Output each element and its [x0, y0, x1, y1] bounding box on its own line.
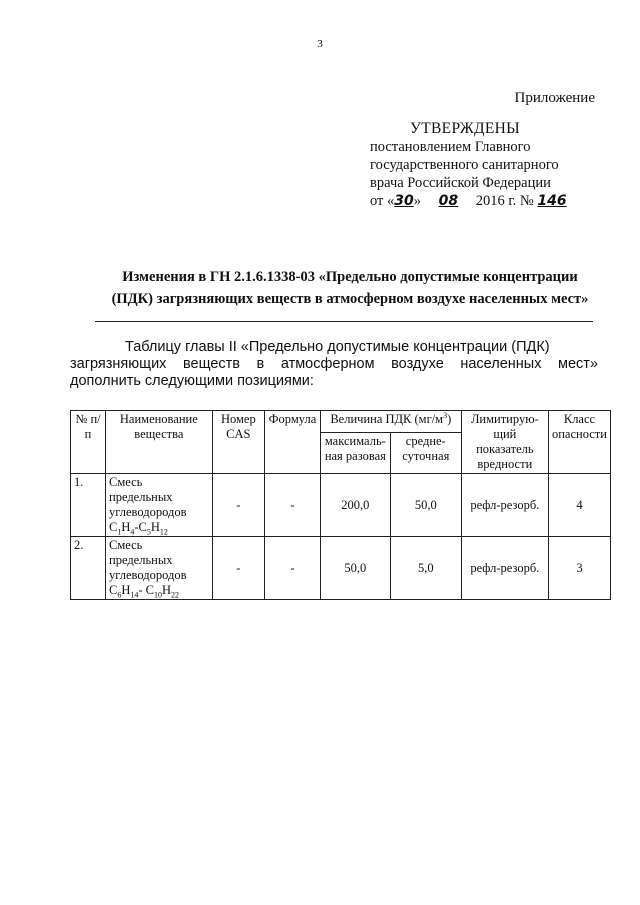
table-row — [71, 537, 611, 600]
intro-line: загрязняющих веществ в атмосферном воздухе населенных мест» — [70, 356, 598, 372]
substance-formula: $C_1H_4-C_5H_{12}$ — [109, 520, 168, 537]
row-num: 1. — [71, 474, 106, 537]
approval-line: государственного санитарного — [370, 157, 559, 173]
intro-line: дополнить следующими позициями: — [70, 373, 314, 389]
approval-block — [370, 120, 610, 210]
row-formula: - — [265, 474, 321, 537]
header-cas: Номер CAS — [212, 411, 264, 474]
intro-paragraph — [70, 339, 598, 390]
approval-title: УТВЕРЖДЕНЫ — [410, 120, 520, 137]
pdk-table — [70, 410, 611, 600]
approval-date — [370, 193, 567, 209]
approval-line: постановлением Главного — [370, 139, 531, 155]
row-name — [106, 474, 213, 537]
row-num: 2. — [71, 537, 106, 600]
substance-name: Смесь предельных углеводородов — [109, 538, 187, 582]
header-max: максималь-ная разовая — [320, 433, 390, 474]
row-daily: 5,0 — [390, 537, 461, 600]
approval-line: врача Российской Федерации — [370, 175, 551, 191]
row-daily: 50,0 — [390, 474, 461, 537]
date-mid: » — [413, 193, 422, 209]
row-limit: рефл-резорб. — [461, 537, 548, 600]
header-num: № п/п — [71, 411, 106, 474]
header-limit: Лимитирую-щий показатель вредности — [461, 411, 548, 474]
pdk-unit-sup: 3 — [443, 410, 448, 420]
header-daily: средне-суточная — [390, 433, 461, 474]
row-formula: - — [265, 537, 321, 600]
handwritten-month: 08 — [438, 193, 459, 209]
row-name — [106, 537, 213, 600]
table-header-row — [71, 411, 611, 433]
date-prefix: от « — [370, 193, 395, 209]
row-cas: - — [212, 474, 264, 537]
page-number: 3 — [317, 38, 323, 50]
pdk-label: Величина ПДК (мг/м — [330, 412, 444, 426]
title-line: Изменения в ГН 2.1.6.1338-03 «Предельно допустимые концентрации — [122, 269, 578, 285]
header-pdk-group — [320, 411, 461, 433]
title-line: (ПДК) загрязняющих веществ в атмосферном воздухе населенных мест» — [111, 291, 589, 307]
row-cas: - — [212, 537, 264, 600]
header-name: Наименование вещества — [106, 411, 213, 474]
substance-name: Смесь предельных углеводородов — [109, 475, 187, 519]
row-class: 4 — [548, 474, 610, 537]
row-max: 50,0 — [320, 537, 390, 600]
header-formula: Формула — [265, 411, 321, 474]
document-title — [60, 266, 640, 310]
row-limit: рефл-резорб. — [461, 474, 548, 537]
handwritten-number: 146 — [537, 193, 567, 209]
header-class: Класс опасности — [548, 411, 610, 474]
title-divider — [95, 321, 593, 322]
row-class: 3 — [548, 537, 610, 600]
row-max: 200,0 — [320, 474, 390, 537]
substance-formula: $C_6H_{14}-$ $C_{10}H_{22}$ — [109, 583, 180, 600]
appendix-label: Приложение — [514, 90, 595, 106]
table-row — [71, 474, 611, 537]
intro-line: Таблицу главы II «Предельно допустимые концентрации (ПДК) — [125, 339, 550, 355]
date-year: 2016 г. № — [475, 193, 534, 209]
handwritten-day: 30 — [394, 193, 414, 209]
pdk-label-end: ) — [447, 412, 452, 426]
